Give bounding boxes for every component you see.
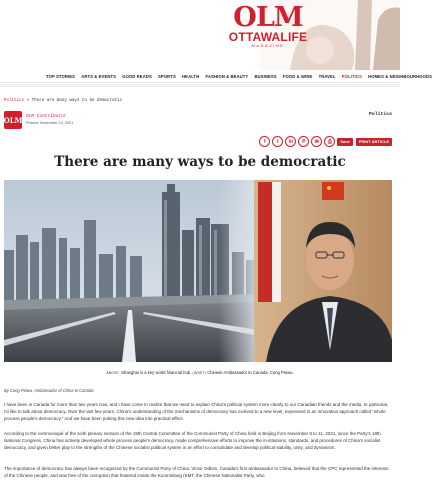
nav-item-good-reads[interactable]: GOOD READS [122,73,152,79]
ambassador-inset-photo [254,180,392,362]
print-icon[interactable]: ⎙ [324,136,335,147]
breadcrumb [4,99,122,103]
caption-above-label: ABOVE: [106,371,121,375]
nav-item-homes-neighbourhoods[interactable]: HOMES & NEIGHBOURHOODS [368,73,432,79]
share-toolbar [259,136,392,147]
logo-ottawalife: OTTAWALIFE [228,30,308,44]
nav-item-business[interactable]: BUSINESS [254,73,277,79]
nav-divider [0,82,400,83]
print-article-label: PRINT ARTICLE [358,139,389,144]
pinterest-icon[interactable]: P [298,136,309,147]
article-paragraph: According to the communiqué of the sixth plenary session of the 19th Central Committee of the Communist Party of China held in Beijing from November 8 to 11, 2021, since the Party's 18th National Congress, China has actively developed whole process people's democracy, made comprehensive efforts to improve the in-stitutions, standards, and procedures of China's socialist democracy, and given better play to the strengths of the Chinese socialist political system in an effort to consolidate and develop political stability, unity, and dynamism. [4,431,381,451]
article-paragraph: I have been in Canada for more than two years now, and I have come to realize that we need to explain China's political system more clearly to our Canadian friends and the media. In particular, I'd like to talk about democracy. Over the last few years, China's understanding of the mechanisms of democracy has evolved to a new level, expressed in an innovative approach called "whole process people's democracy." And we have been putting this new idea into practical effect. [4,402,389,422]
article-hero-image [4,180,392,362]
nav-item-politics[interactable]: POLITICS [341,73,362,79]
print-article-button[interactable] [356,138,392,146]
site-logo[interactable] [208,4,328,49]
site-header [0,0,400,70]
save-button[interactable] [337,138,352,146]
email-icon[interactable]: ✉ [311,136,322,147]
nav-item-top-stories[interactable]: TOP STORIES [46,73,76,79]
main-nav [0,70,432,82]
author-name-link[interactable]: OLM Contributor [26,114,67,119]
category-tag[interactable]: Politics [368,112,392,117]
breadcrumb-current: There are many ways to be democratic [31,99,123,103]
linkedin-icon[interactable]: in [285,136,296,147]
nav-item-health[interactable]: HEALTH [182,73,200,79]
facebook-icon[interactable]: f [259,136,270,147]
nav-item-travel[interactable]: TRAVEL [318,73,336,79]
breadcrumb-separator: » [24,99,32,103]
logo-olm: OLM [233,2,303,33]
image-caption [0,370,400,375]
caption-inset-label: (INSET) [192,371,207,375]
logo-magazine: MAGAZINE [251,43,285,48]
breadcrumb-section-link[interactable]: Politics [4,99,25,103]
caption-above-text: Shanghai is a key world financial hub. [120,370,193,375]
nav-item-food-wine[interactable]: FOOD & WINE [282,73,313,79]
nav-item-arts-events[interactable]: ARTS & EVENTS [81,73,117,79]
nav-shadow [0,84,400,87]
article-byline: By Cong Peiwu, Ambassador of China to Canada [4,388,94,393]
twitter-icon[interactable]: t [272,136,283,147]
caption-inset-text: Chinese Ambassador to Canada, Cong Peiwu. [206,370,294,375]
post-date: Posted: November 13, 2021 [26,121,74,125]
nav-item-fashion-beauty[interactable]: FASHION & BEAUTY [205,73,249,79]
author-avatar[interactable]: OLM [4,111,22,129]
article-title: There are many ways to be democratic [54,154,346,170]
nav-item-sports[interactable]: SPORTS [158,73,176,79]
article-paragraph: The importance of democracy has always been recognized by the Communist Party of China. Victor Odlum, Canada's first ambassador to China, believed that the CPC represented the interests of the Chinese people, and was free of the corruption that festered inside the Kuomintang (KMT, the Chinese Nationalist Party, who [4,466,389,479]
save-button-label: Save [340,139,350,144]
